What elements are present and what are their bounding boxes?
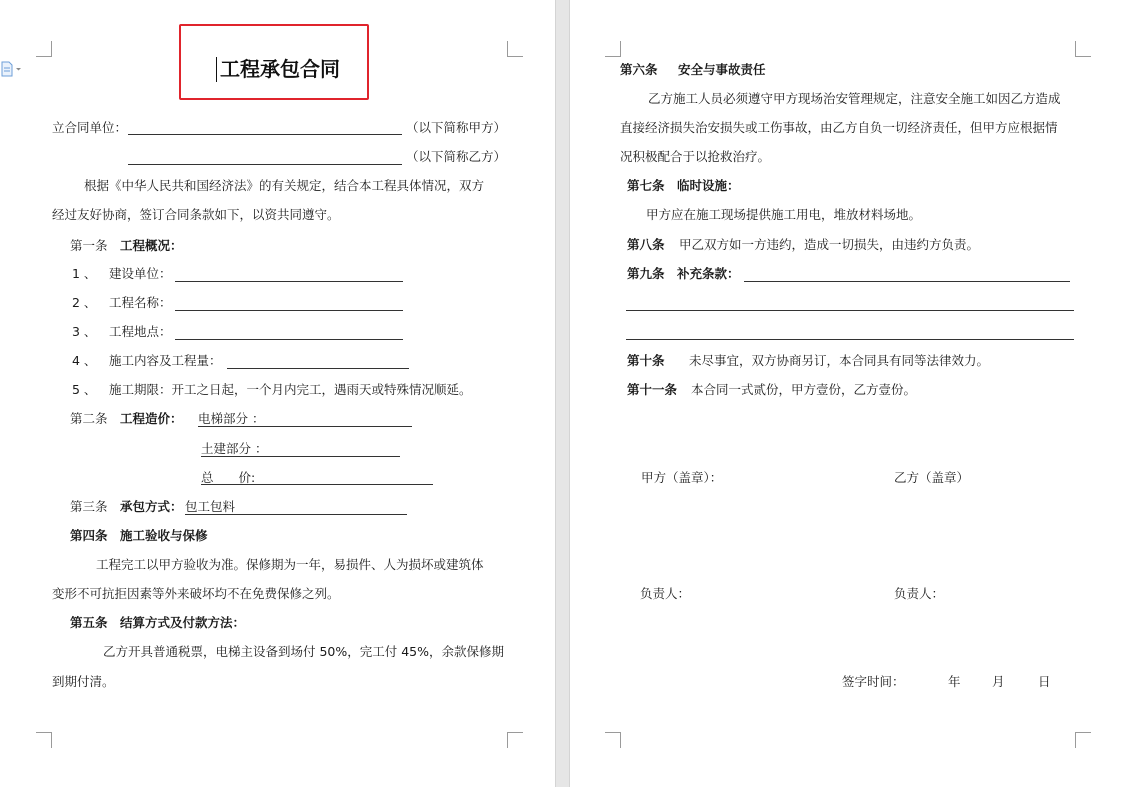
party-b-suffix: （以下简称乙方） bbox=[406, 149, 507, 164]
crop-mark bbox=[36, 732, 52, 748]
item-label: 施工期限：开工之日起，一个月内完工，遇雨天或特殊情况顺延。 bbox=[109, 382, 472, 397]
article-2-number: 第二条 bbox=[70, 411, 108, 426]
article-6-text: 乙方施工人员必须遵守甲方现场治安管理规定，注意安全施工如因乙方造成 bbox=[648, 91, 1061, 106]
supplement-blank[interactable] bbox=[626, 310, 1074, 311]
item-blank[interactable] bbox=[175, 281, 403, 282]
crop-mark bbox=[1075, 41, 1091, 57]
party-b-seal: 乙方（盖章） bbox=[894, 470, 970, 485]
article-3-heading: 承包方式： bbox=[120, 499, 183, 514]
article-7-heading: 第七条 临时设施： bbox=[627, 178, 740, 193]
item-number: 3 、 bbox=[72, 324, 97, 339]
article-10-number: 第十条 bbox=[627, 353, 665, 368]
article-5-text: 乙方开具普通税票，电梯主设备到场付 50%，完工付 45%，余款保修期 bbox=[103, 644, 505, 659]
article-4-text: 工程完工以甲方验收为准。保修期为一年，易损件、人为损坏或建筑体 bbox=[96, 557, 484, 572]
document-page-left bbox=[0, 0, 555, 787]
elevator-cost-blank[interactable] bbox=[198, 426, 412, 427]
item-number: 5 、 bbox=[72, 382, 97, 397]
contract-mode-value: 包工包料 bbox=[185, 499, 236, 514]
article-8-text: 甲乙双方如一方违约，造成一切损失，由违约方负责。 bbox=[679, 237, 980, 252]
article-4-text: 变形不可抗拒因素等外来破坏均不在免费保修之列。 bbox=[52, 586, 340, 601]
party-b-responsible: 负责人： bbox=[894, 586, 945, 601]
article-6-text: 直接经济损失治安损失或工伤事故，由乙方自负一切经济责任，但甲方应根据情 bbox=[620, 120, 1058, 135]
article-1-heading: 工程概况： bbox=[120, 238, 183, 253]
text-cursor bbox=[216, 57, 217, 82]
contract-mode-blank[interactable] bbox=[185, 514, 407, 515]
article-3-number: 第三条 bbox=[70, 499, 108, 514]
party-a-responsible: 负责人： bbox=[640, 586, 691, 601]
item-label: 建设单位： bbox=[109, 266, 172, 281]
item-blank[interactable] bbox=[175, 310, 403, 311]
party-a-seal: 甲方（盖章）： bbox=[641, 470, 723, 485]
supplement-blank[interactable] bbox=[744, 281, 1070, 282]
article-9-heading: 第九条 补充条款： bbox=[627, 266, 740, 281]
item-label: 工程地点： bbox=[109, 324, 172, 339]
article-5-heading: 第五条 结算方式及付款方法： bbox=[70, 615, 246, 630]
crop-mark bbox=[605, 41, 621, 57]
total-cost-label: 总 价: bbox=[201, 470, 256, 485]
total-cost-blank[interactable] bbox=[201, 484, 433, 485]
sign-time-label: 签字时间： bbox=[842, 674, 905, 689]
crop-mark bbox=[507, 41, 523, 57]
item-number: 4 、 bbox=[72, 353, 97, 368]
article-6-heading: 安全与事故责任 bbox=[678, 62, 766, 77]
party-label: 立合同单位： bbox=[52, 120, 128, 135]
article-5-text: 到期付清。 bbox=[52, 674, 115, 689]
civil-cost-blank[interactable] bbox=[201, 456, 400, 457]
sign-day: 日 bbox=[1038, 674, 1051, 689]
crop-mark bbox=[36, 41, 52, 57]
sign-year: 年 bbox=[948, 674, 961, 689]
elevator-cost-label: 电梯部分 ： bbox=[198, 411, 265, 426]
article-11-number: 第十一条 bbox=[627, 382, 678, 397]
crop-mark bbox=[1075, 732, 1091, 748]
article-8-number: 第八条 bbox=[627, 237, 665, 252]
crop-mark bbox=[605, 732, 621, 748]
item-number: 2 、 bbox=[72, 295, 97, 310]
item-blank[interactable] bbox=[175, 339, 403, 340]
party-a-suffix: （以下简称甲方） bbox=[406, 120, 507, 135]
item-number: 1 、 bbox=[72, 266, 97, 281]
article-1-number: 第一条 bbox=[70, 238, 108, 253]
article-6-text: 况积极配合于以抢救治疗。 bbox=[620, 149, 771, 164]
article-6-number: 第六条 bbox=[620, 62, 658, 77]
article-10-text: 未尽事宜，双方协商另订，本合同具有同等法律效力。 bbox=[689, 353, 990, 368]
article-11-text: 本合同一式贰份，甲方壹份，乙方壹份。 bbox=[691, 382, 917, 397]
document-page-right bbox=[570, 0, 1128, 787]
article-4-heading: 第四条 施工验收与保修 bbox=[70, 528, 208, 543]
supplement-blank[interactable] bbox=[626, 339, 1074, 340]
article-2-heading: 工程造价： bbox=[120, 411, 183, 426]
civil-cost-label: 土建部分 ： bbox=[201, 441, 268, 456]
page-gap bbox=[555, 0, 570, 787]
document-icon[interactable] bbox=[0, 60, 22, 78]
document-title[interactable]: 工程承包合同 bbox=[220, 57, 340, 81]
sign-month: 月 bbox=[992, 674, 1005, 689]
party-b-blank[interactable] bbox=[128, 164, 402, 165]
crop-mark bbox=[507, 732, 523, 748]
intro-line: 根据《中华人民共和国经济法》的有关规定，结合本工程具体情况，双方 bbox=[84, 178, 485, 193]
item-label: 施工内容及工程量： bbox=[109, 353, 222, 368]
item-blank[interactable] bbox=[227, 368, 409, 369]
party-a-blank[interactable] bbox=[128, 134, 402, 135]
item-label: 工程名称： bbox=[109, 295, 172, 310]
article-7-text: 甲方应在施工现场提供施工用电，堆放材料场地。 bbox=[646, 207, 922, 222]
intro-line: 经过友好协商，签订合同条款如下，以资共同遵守。 bbox=[52, 207, 340, 222]
